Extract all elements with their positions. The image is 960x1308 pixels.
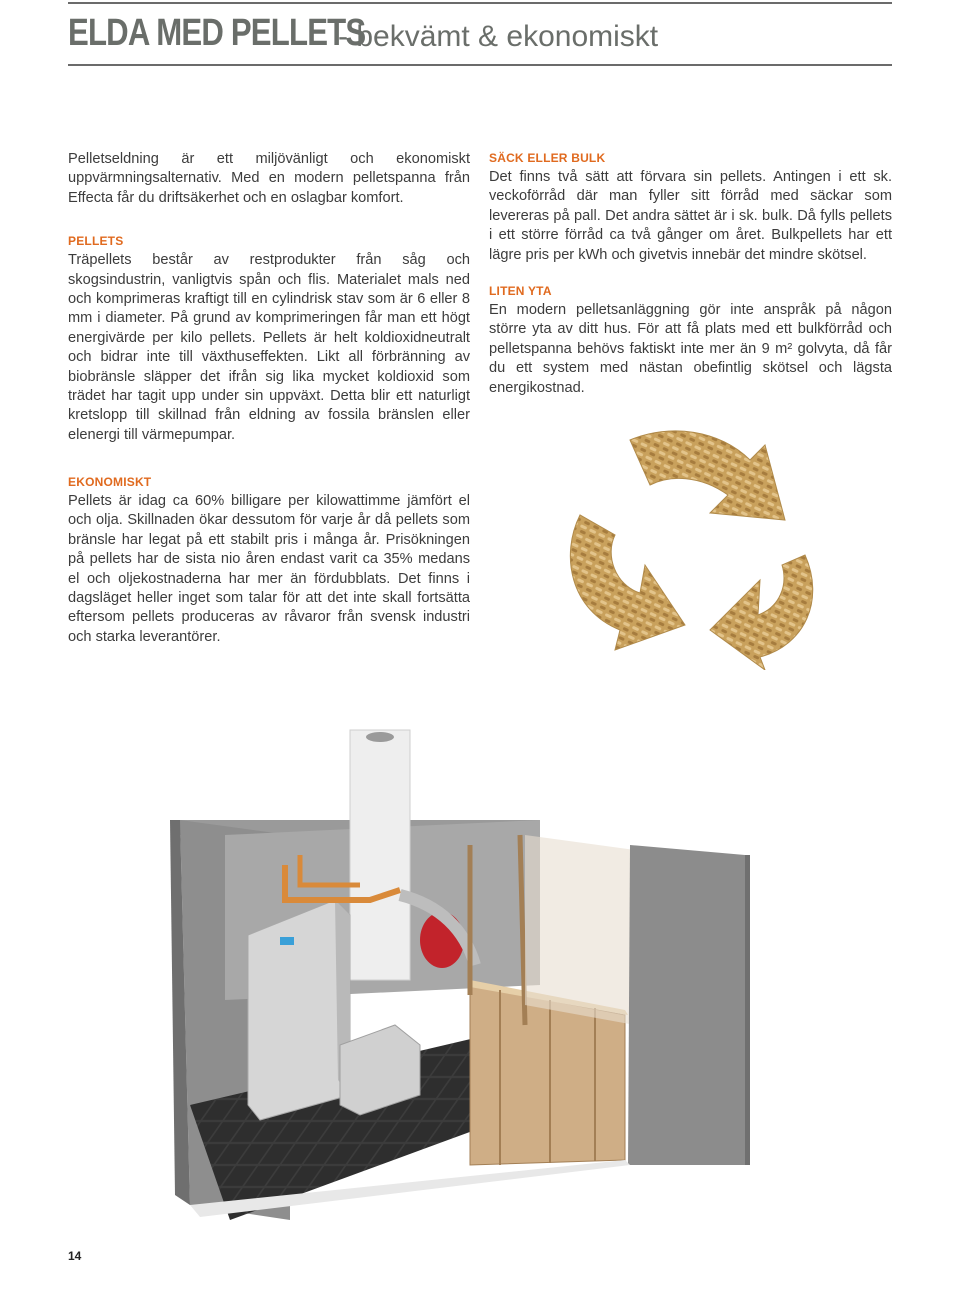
ekonomiskt-paragraph: Pellets är idag ca 60% billigare per kilowattimme jämfört el och olja. Skillnaden ökar dessutom för varje år då pellets som bränsle har legat på ett stabilt pris i många år. Prisökningen på pellets har de sista nio åren endast varit ca 35% medans el och oljekostnaderna har mer än fördubblats. Det finns i dagsläget heller inget som talar för att det inte skall fortsätta eftersom pellets produceras av råvaror från svensk industri och starka leverantörer. bbox=[68, 493, 470, 645]
ekonomiskt-heading: EKONOMISKT bbox=[68, 475, 152, 489]
header-rule-bottom bbox=[68, 64, 892, 66]
left-column-bottom bbox=[68, 474, 470, 647]
page-title-main: ELDA MED PELLETS bbox=[68, 12, 366, 54]
sack-heading: SÄCK ELLER BULK bbox=[489, 151, 606, 165]
header-rule-top bbox=[68, 2, 892, 4]
pellets-paragraph: Träpellets består av restprodukter från såg och skogsindustrin, vanligtvis spån och flis. Materialet mals ned och komprimeras kraftigt till en cylindrisk stav som är 6 eller 8 mm i diameter. På grund av komprimeringen får man ett högt energivärde per kilo pellets. Pellets är helt koldioxidneutralt och bidrar inte till växthuseffekten. Likt all förbränning av biobränsle släpper det ifrån sig lika mycket koldioxid som trädet har tagit upp under sin uppväxt. Detta blir ett naturligt kretslopp till skillnad från eldning av fossila bränslen eller elenergi till värmepumpar. bbox=[68, 252, 470, 443]
left-column-top bbox=[68, 150, 470, 445]
page-title bbox=[68, 12, 659, 55]
sack-paragraph: Det finns två sätt att förvara sin pellets. Antingen i ett sk. veckoförråd där man fyller sitt förråd med säckar som levereras på pall. Det andra sättet är i sk. bulk. Då fylls pellets i ett större förråd ca två gånger om året. Bulkpellets har ett lägre pris per kWh och givetvis innebär det mindre skötsel. bbox=[489, 169, 892, 263]
intro-paragraph: Pelletseldning är ett miljövänligt och ekonomiskt uppvärmningsalternativ. Med en modern pelletspanna från Effecta får du driftsäkerhet och en oslagbar komfort. bbox=[68, 151, 470, 206]
page-title-sub: - bekvämt & ekonomiskt bbox=[338, 20, 659, 53]
boiler-room-illustration bbox=[170, 725, 750, 1225]
yta-paragraph: En modern pelletsanläggning gör inte anspråk på någon större yta av ditt hus. För att få plats med ett bulkförråd och pelletspanna behövs faktiskt inte mer än 9 m² golvyta, då får du ett system med nästan obefintlig skötsel och lägsta energikostnad. bbox=[489, 302, 892, 396]
yta-heading: LITEN YTA bbox=[489, 284, 552, 299]
right-column bbox=[489, 150, 892, 398]
page-number: 14 bbox=[68, 1249, 82, 1263]
pellet-recycle-icon bbox=[560, 425, 850, 670]
pellets-heading: PELLETS bbox=[68, 234, 124, 249]
